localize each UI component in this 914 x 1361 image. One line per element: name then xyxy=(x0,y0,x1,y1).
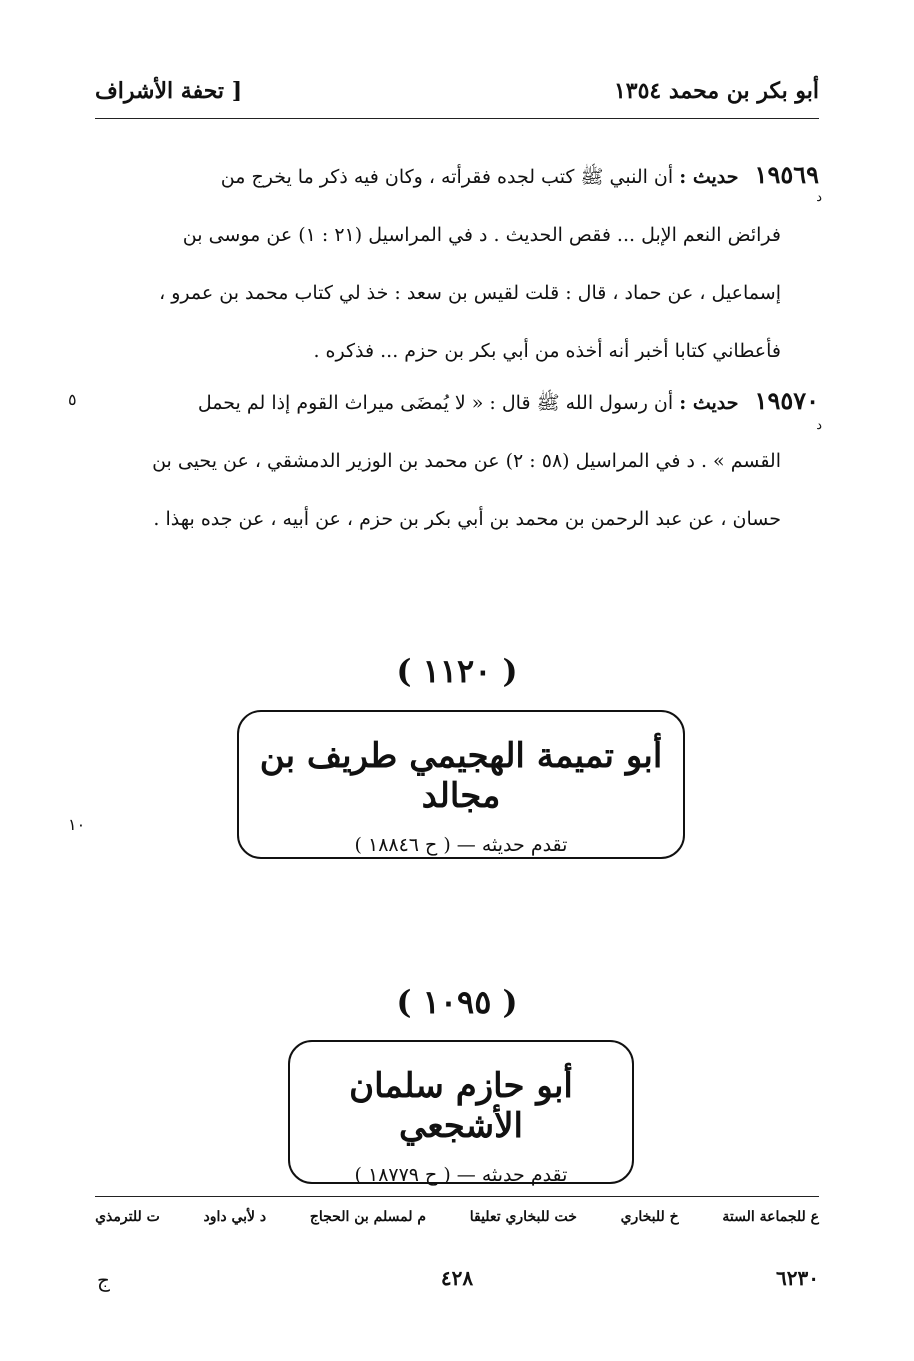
hadith-entry xyxy=(95,146,819,380)
biography-note: تقدم حديثه — ( ح ١٨٨٤٦ ) xyxy=(354,834,568,856)
hadith-sigla: د xyxy=(816,418,822,433)
hadith-text: أن النبي ﷺ كتب لجده فقرأته ، وكان فيه ذكر ما يخرج من xyxy=(220,166,674,188)
biography-box xyxy=(288,1040,634,1184)
biography-name: أبو تميمة الهجيمي طريف بن مجالد xyxy=(259,736,663,816)
biography-name: أبو حازم سلمان الأشجعي xyxy=(349,1066,573,1146)
footer-signature: ج xyxy=(97,1268,110,1292)
hadith-line: القسم » . د في المراسيل (٥٨ : ٢) عن محمد بن الوزير الدمشقي ، عن يحيى بن xyxy=(152,450,781,472)
hadith-line: فأعطاني كتابا أخبر أنه أخذه من أبي بكر بن حزم ... فذكره . xyxy=(313,340,781,362)
biography-number: ( ١٠٩٥ ) xyxy=(396,983,518,1021)
legend-item: ع للجماعة الستة xyxy=(722,1209,819,1225)
legend-item: ت للترمذي xyxy=(95,1209,160,1225)
hadith-entry xyxy=(95,372,819,548)
hadith-line: حسان ، عن عبد الرحمن بن محمد بن أبي بكر بن حزم ، عن أبيه ، عن جده بهذا . xyxy=(153,508,781,530)
hadith-number: ١٩٥٦٩ xyxy=(754,160,819,189)
biography-note: تقدم حديثه — ( ح ١٨٧٧٩ ) xyxy=(354,1164,568,1186)
hadith-line: إسماعيل ، عن حماد ، قال : قلت لقيس بن سعد : خذ لي كتاب محمد بن عمرو ، xyxy=(159,282,781,304)
hadith-text: أن رسول الله ﷺ قال : « لا يُمضَى ميراث القوم إذا لم يحمل xyxy=(197,392,674,414)
hadith-keyword: حديث : xyxy=(679,166,739,188)
hadith-number: ١٩٥٧٠ xyxy=(754,386,819,415)
legend-item: م لمسلم بن الحجاج xyxy=(309,1209,427,1225)
abbreviation-legend xyxy=(95,1196,819,1225)
legend-item: خ للبخاري xyxy=(620,1209,679,1225)
hadith-keyword: حديث : xyxy=(679,392,739,414)
legend-item: د لأبي داود xyxy=(203,1209,267,1225)
header-title-right: أبو بكر بن محمد ١٣٥٤ xyxy=(613,78,819,104)
biography-number: ( ١١٢٠ ) xyxy=(396,652,518,690)
running-header xyxy=(95,78,819,119)
biography-box xyxy=(237,710,685,859)
hadith-first-line xyxy=(95,372,819,432)
margin-line-number: ١٠ xyxy=(68,815,86,834)
hadith-sigla: د xyxy=(816,190,822,205)
footer-serial: ٦٢٣٠ xyxy=(776,1266,819,1290)
page-number: ٤٢٨ xyxy=(440,1266,474,1290)
margin-line-number: ٥ xyxy=(68,390,77,409)
hadith-line: فرائض النعم الإبل ... فقص الحديث . د في المراسيل (٢١ : ١) عن موسى بن xyxy=(182,224,781,246)
header-title-left: [ تحفة الأشراف xyxy=(95,78,243,104)
legend-item: خت للبخاري تعليقا xyxy=(469,1209,577,1225)
hadith-first-line xyxy=(95,146,819,206)
